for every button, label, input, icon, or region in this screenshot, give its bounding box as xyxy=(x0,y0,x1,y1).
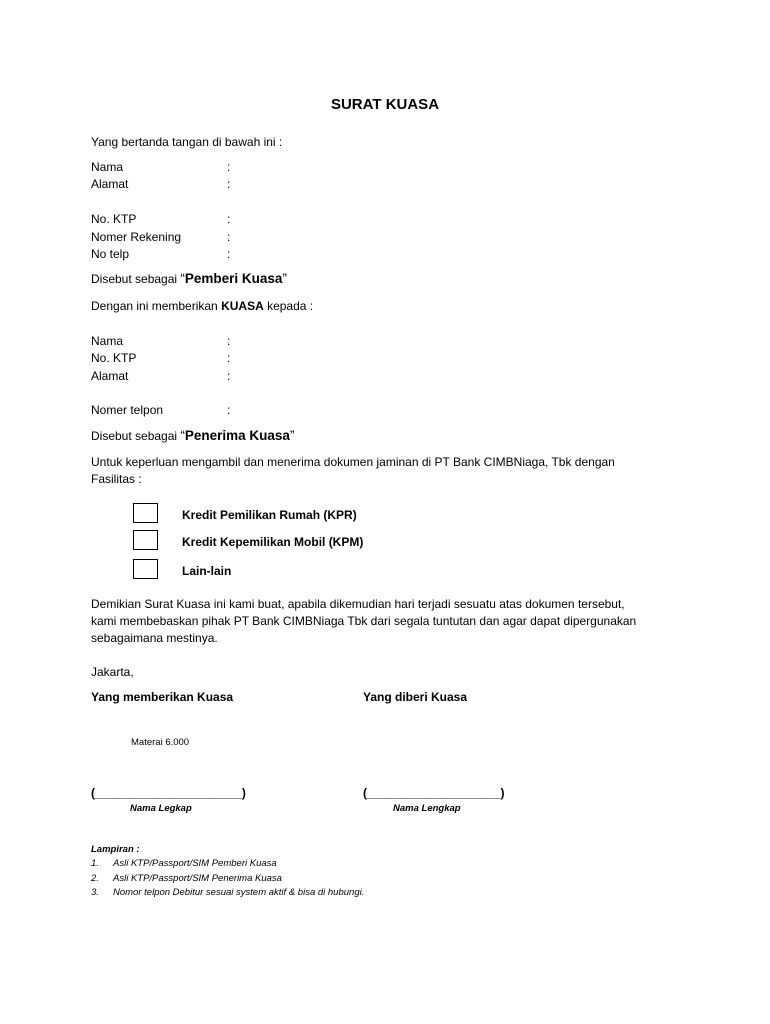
grantee-name-caption: Nama Lengkap xyxy=(393,803,461,814)
grantee-role-name: Penerima Kuasa xyxy=(184,428,290,443)
grantee-field-label: Nomer telpon xyxy=(91,403,164,417)
purpose-line: Untuk keperluan mengambil dan menerima dokumen jaminan di PT Bank CIMBNiaga, Tbk dengan xyxy=(91,455,615,469)
document-title: SURAT KUASA xyxy=(330,96,440,113)
field-colon: : xyxy=(227,369,231,383)
field-colon: : xyxy=(227,230,231,244)
field-colon: : xyxy=(227,351,231,365)
grantee-field-label: Nama xyxy=(91,334,124,348)
grantor-field-label: Nomer Rekening xyxy=(91,230,182,244)
closing-line: sebagaimana mestinya. xyxy=(91,631,218,645)
attachment-number: 3. xyxy=(91,887,99,898)
attachment-item: Nomor telpon Debitur sesuai system aktif & bisa di hubungi. xyxy=(113,887,365,898)
designation-prefix: Disebut sebagai xyxy=(91,429,181,443)
purpose-line: Fasilitas : xyxy=(91,472,142,486)
facility-checkbox-kpm[interactable] xyxy=(133,530,158,550)
attachment-item: Asli KTP/Passport/SIM Pemberi Kuasa xyxy=(113,858,277,869)
open-quote: “ xyxy=(180,428,185,443)
attachments-heading: Lampiran : xyxy=(91,844,140,855)
field-colon: : xyxy=(227,403,231,417)
grantor-role-name: Pemberi Kuasa xyxy=(184,271,283,286)
grant-keyword: KUASA xyxy=(221,299,264,313)
attachment-item: Asli KTP/Passport/SIM Penerima Kuasa xyxy=(113,873,282,884)
closing-line: Demikian Surat Kuasa ini kami buat, apabila dikemudian hari terjadi sesuatu atas dokumen tersebut, xyxy=(91,597,625,611)
grantor-field-label: Alamat xyxy=(91,177,129,191)
field-colon: : xyxy=(227,334,231,348)
grantor-signature-heading: Yang memberikan Kuasa xyxy=(91,690,234,704)
attachment-number: 2. xyxy=(91,873,99,884)
intro-text: Yang bertanda tangan di bawah ini : xyxy=(91,135,283,149)
attachment-number: 1. xyxy=(91,858,99,869)
grant-suffix: kepada : xyxy=(263,299,314,313)
grantee-field-label: Alamat xyxy=(91,369,129,383)
grantee-field-label: No. KTP xyxy=(91,351,137,365)
closing-line: kami membebaskan pihak PT Bank CIMBNiaga Tbk dari segala tuntutan dan agar dapat dipergunakan xyxy=(91,614,637,628)
stamp-label: Materai 6.000 xyxy=(131,737,190,748)
grantor-designation xyxy=(91,271,287,287)
field-colon: : xyxy=(227,160,231,174)
place-text: Jakarta, xyxy=(91,665,134,679)
grant-prefix: Dengan ini memberikan xyxy=(91,299,222,313)
grantor-signature-line: (______________________) xyxy=(91,786,246,800)
grantor-name-caption: Nama Legkap xyxy=(130,803,192,814)
grantee-designation xyxy=(91,428,294,444)
grant-statement xyxy=(91,298,313,314)
facility-label-kpm: Kredit Kepemilikan Mobil (KPM) xyxy=(182,535,364,549)
close-quote: ” xyxy=(282,271,287,286)
facility-checkbox-kpr[interactable] xyxy=(133,503,158,523)
facility-checkbox-other[interactable] xyxy=(133,559,158,579)
field-colon: : xyxy=(227,212,231,226)
grantor-field-label: No. KTP xyxy=(91,212,137,226)
grantor-field-label: No telp xyxy=(91,247,130,261)
facility-label-kpr: Kredit Pemilikan Rumah (KPR) xyxy=(182,508,357,522)
grantee-signature-heading: Yang diberi Kuasa xyxy=(363,690,468,704)
close-quote: ” xyxy=(289,428,295,443)
grantor-field-label: Nama xyxy=(91,160,124,174)
grantee-signature-line: (____________________) xyxy=(363,786,505,800)
facility-label-other: Lain-lain xyxy=(182,564,232,578)
open-quote: “ xyxy=(180,271,185,286)
field-colon: : xyxy=(227,247,231,261)
designation-prefix: Disebut sebagai xyxy=(91,272,181,286)
field-colon: : xyxy=(227,177,231,191)
